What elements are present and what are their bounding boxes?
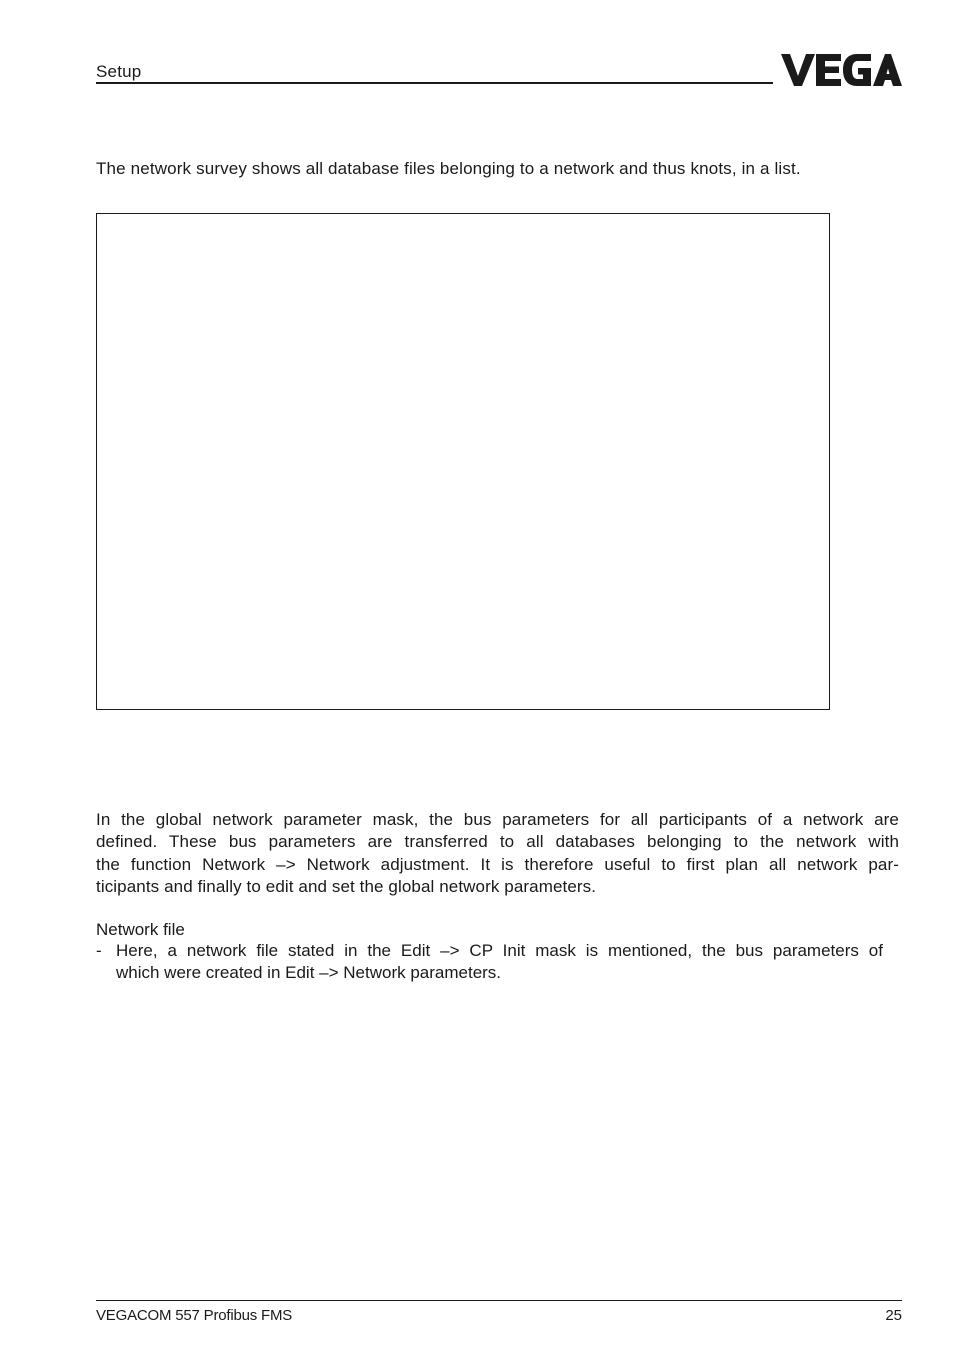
global-network-parameters-paragraph bbox=[96, 809, 899, 898]
paragraph-line: the function Network –> Network adjustment. It is therefore useful to first plan all network par- bbox=[96, 854, 899, 874]
footer-rule bbox=[96, 1300, 902, 1301]
paragraph-line: In the global network parameter mask, the bus parameters for all participants of a network are bbox=[96, 810, 899, 829]
intro-text: The network survey shows all database files belonging to a network and thus knots, in a list. bbox=[96, 159, 801, 178]
header-rule bbox=[96, 82, 773, 84]
list-bullet: - bbox=[96, 941, 102, 960]
paragraph-line: defined. These bus parameters are transferred to all databases belonging to the network with bbox=[96, 832, 899, 852]
section-title: Setup bbox=[96, 62, 142, 81]
network-survey-screenshot-frame bbox=[96, 213, 830, 710]
page-number: 25 bbox=[885, 1307, 902, 1324]
list-item-text bbox=[116, 940, 883, 985]
footer-product-name: VEGACOM 557 Profibus FMS bbox=[96, 1307, 293, 1324]
paragraph-line: ticipants and finally to edit and set the global network parameters. bbox=[96, 876, 597, 896]
list-item-line: Here, a network file stated in the Edit –> CP Init mask is mentioned, the bus parameters of bbox=[116, 941, 883, 960]
list-item-line: which were created in Edit –> Network parameters. bbox=[116, 963, 502, 983]
network-file-heading: Network file bbox=[96, 920, 185, 939]
vega-logo bbox=[781, 52, 902, 88]
